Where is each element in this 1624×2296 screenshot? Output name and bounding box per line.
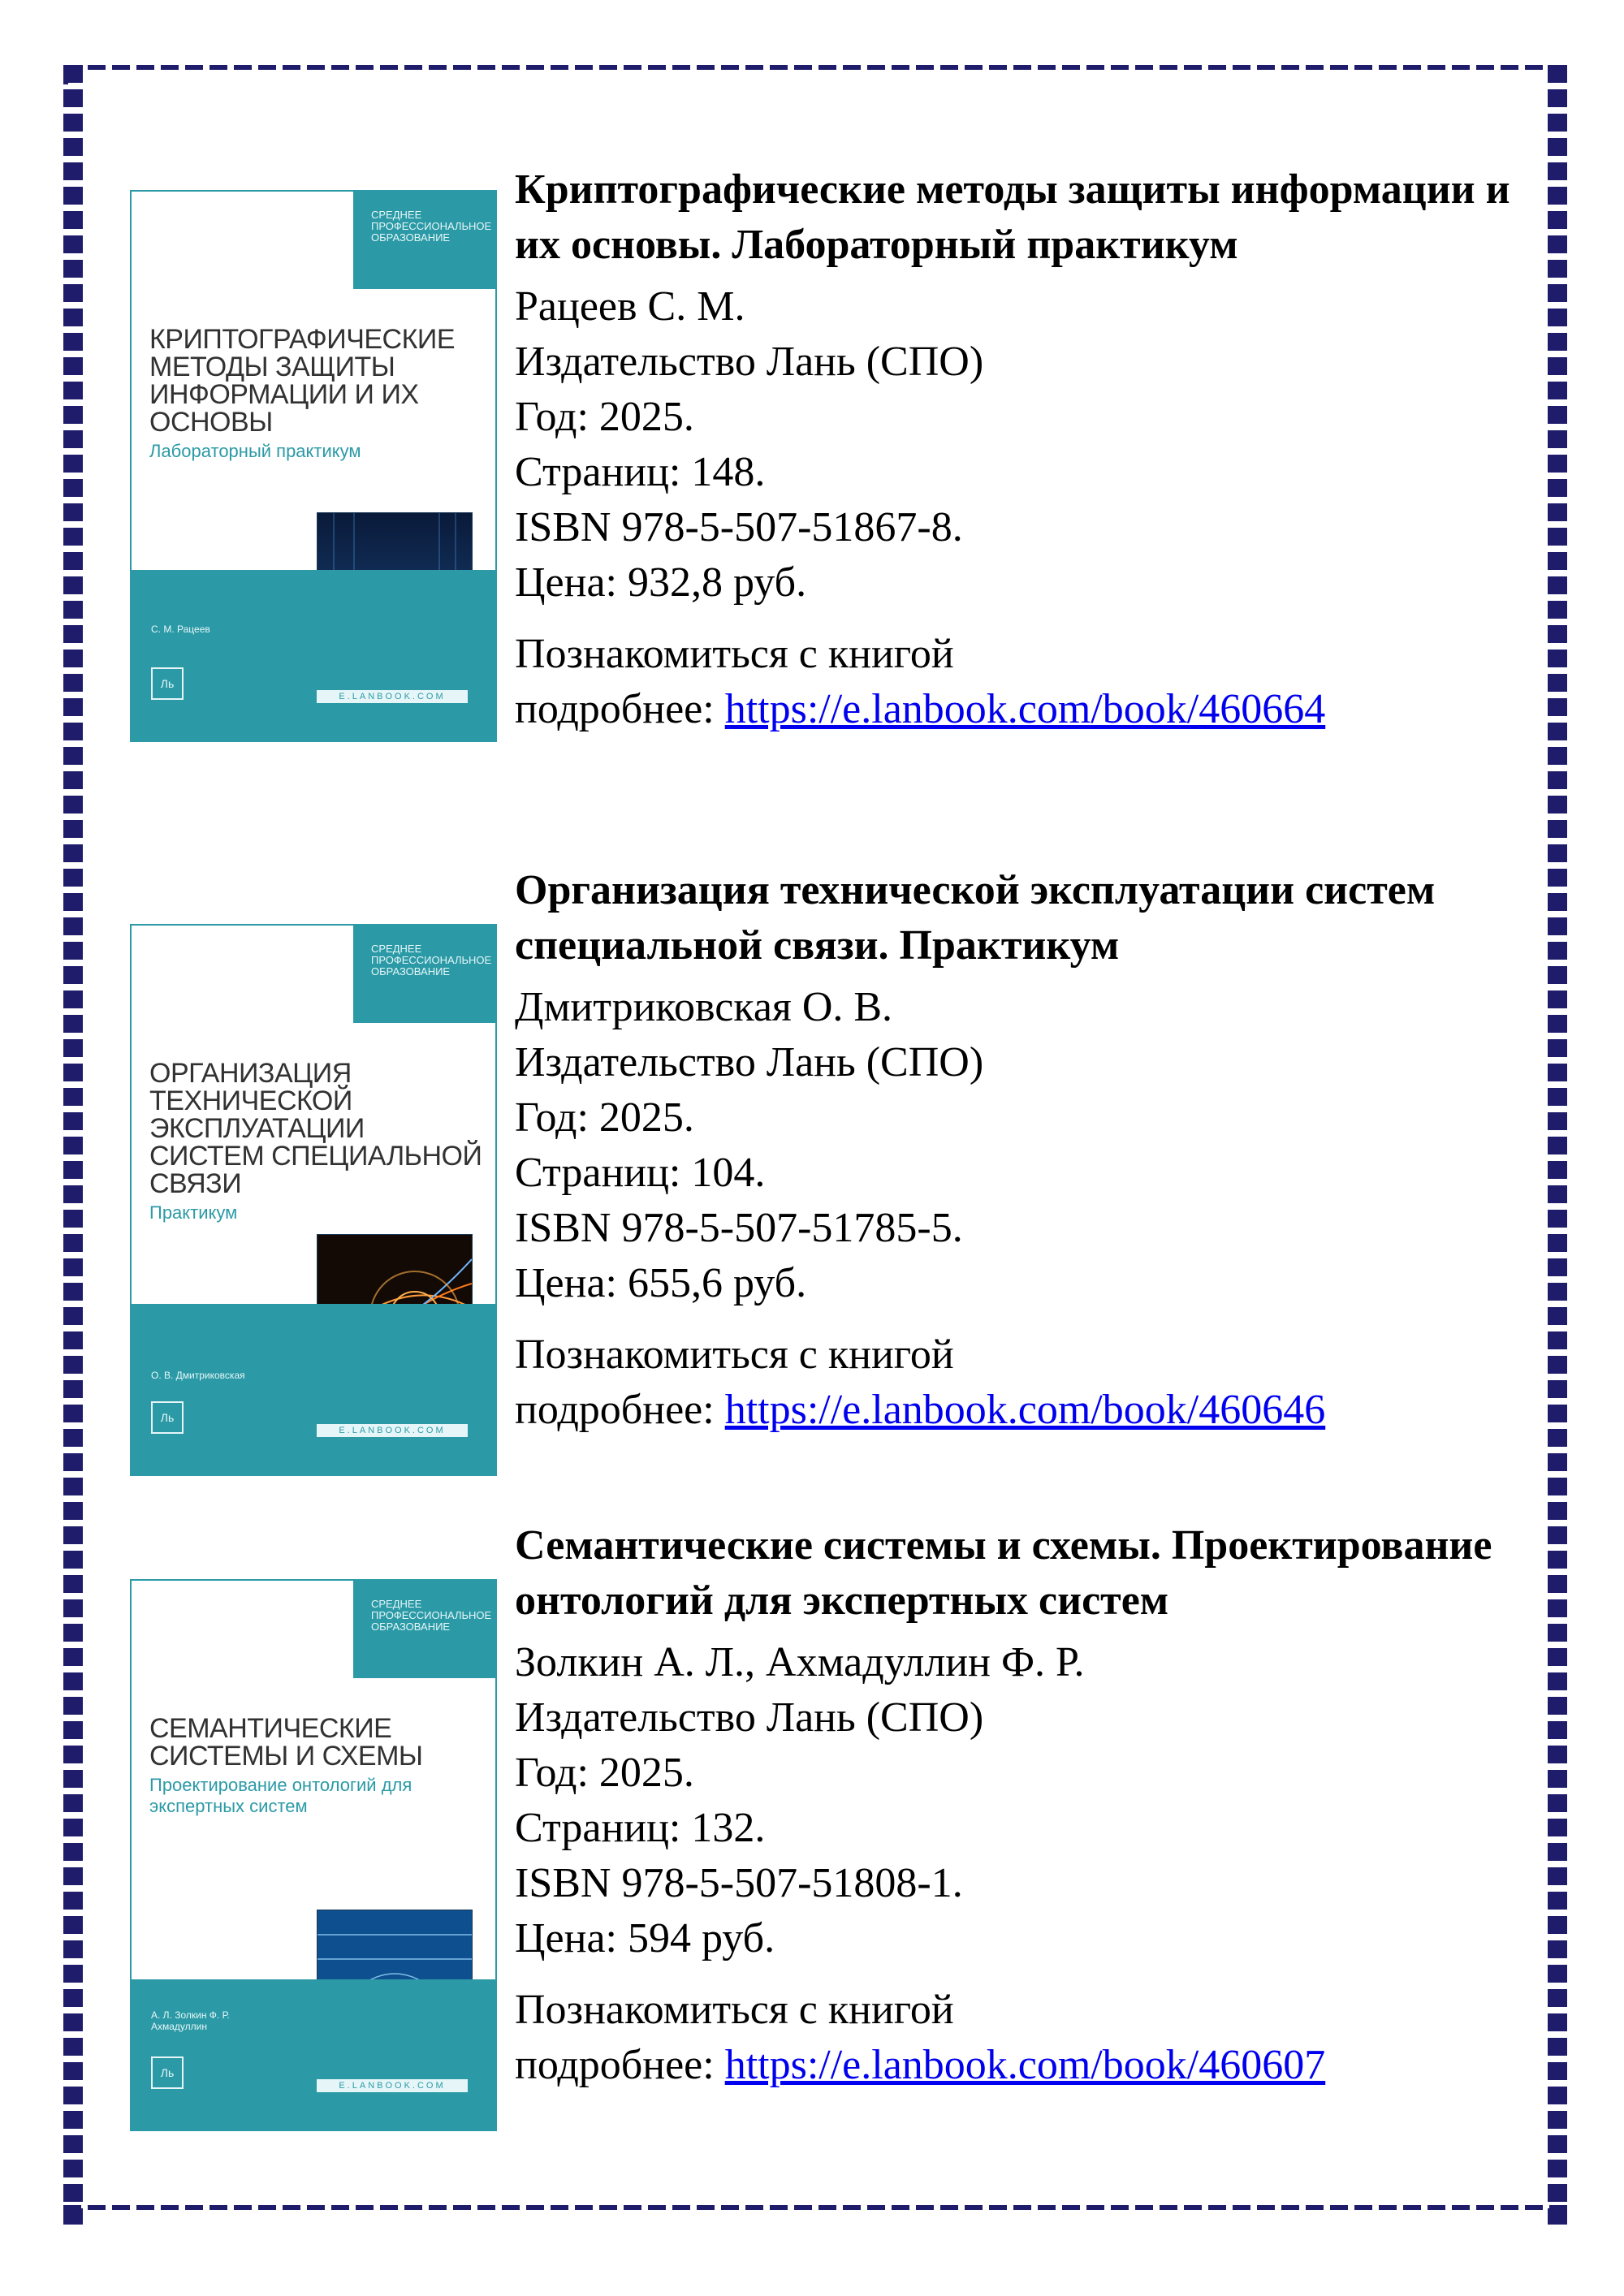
more-prefix: подробнее: (515, 686, 725, 732)
more-label: Познакомиться с книгой (515, 631, 954, 677)
border-bottom (63, 2205, 1567, 2225)
book-author: Рацеев С. М. (515, 283, 745, 330)
book-year: Год: 2025. (515, 394, 694, 440)
book-info (515, 1518, 1522, 2093)
book-cover (130, 924, 497, 1476)
book-cover (130, 190, 497, 742)
more-prefix: подробнее: (515, 2042, 725, 2088)
cover-title: СЕМАНТИЧЕСКИЕ СИСТЕМЫ И СХЕМЫ Проектирование онтологий для экспертных систем (149, 1715, 482, 1817)
book-author: Дмитриковская О. В. (515, 984, 893, 1030)
publisher-logo-icon: Ль (151, 667, 184, 700)
border-top (63, 65, 1567, 84)
book-info (515, 863, 1522, 1438)
cover-site: E.LANBOOK.COM (317, 2079, 468, 2092)
cover-site: E.LANBOOK.COM (317, 690, 468, 703)
book-pages: Страниц: 132. (515, 1805, 766, 1851)
book-pages: Страниц: 148. (515, 449, 766, 495)
book-more (515, 627, 1522, 737)
cover-site: E.LANBOOK.COM (317, 1424, 468, 1437)
cover-author: С. М. Рацеев (151, 624, 210, 635)
cover-title: ОРГАНИЗАЦИЯ ТЕХНИЧЕСКОЙ ЭКСПЛУАТАЦИИ СИСТЕМ СПЕЦИАЛЬНОЙ СВЯЗИ Практикум (149, 1058, 482, 1223)
cover-subtitle: Лабораторный практикум (149, 441, 361, 461)
book-price: Цена: 655,6 руб. (515, 1260, 807, 1306)
book-link[interactable]: https://e.lanbook.com/book/460664 (724, 686, 1326, 732)
cover-series-label: СРЕДНЕЕ ПРОФЕССИОНАЛЬНОЕ ОБРАЗОВАНИЕ (353, 1581, 495, 1678)
book-author: Золкин А. Л., Ахмадуллин Ф. Р. (515, 1639, 1085, 1685)
book-meta (515, 980, 1522, 1311)
book-title: Семантические системы и схемы. Проектирование онтологий для экспертных систем (515, 1522, 1492, 1624)
book-isbn: ISBN 978-5-507-51867-8. (515, 504, 963, 550)
book-publisher: Издательство Лань (СПО) (515, 1694, 984, 1741)
book-publisher: Издательство Лань (СПО) (515, 1039, 984, 1085)
more-label: Познакомиться с книгой (515, 1987, 954, 2033)
book-isbn: ISBN 978-5-507-51785-5. (515, 1205, 963, 1251)
book-pages: Страниц: 104. (515, 1150, 766, 1196)
book-year: Год: 2025. (515, 1750, 694, 1796)
cover-subtitle: Проектирование онтологий для экспертных систем (149, 1775, 412, 1816)
cover-series-label: СРЕДНЕЕ ПРОФЕССИОНАЛЬНОЕ ОБРАЗОВАНИЕ (353, 926, 495, 1023)
cover-series-label: СРЕДНЕЕ ПРОФЕССИОНАЛЬНОЕ ОБРАЗОВАНИЕ (353, 192, 495, 289)
cover-author: А. Л. Золкин Ф. Р. Ахмадуллин (151, 2009, 230, 2032)
border-left (63, 65, 83, 2225)
book-publisher: Издательство Лань (СПО) (515, 339, 984, 385)
border-right (1548, 65, 1567, 2225)
book-more (515, 1983, 1522, 2093)
publisher-logo-icon: Ль (151, 1401, 184, 1434)
book-info (515, 162, 1522, 737)
book-price: Цена: 594 руб. (515, 1915, 775, 1962)
cover-band (132, 1304, 495, 1474)
more-prefix: подробнее: (515, 1387, 725, 1433)
book-year: Год: 2025. (515, 1094, 694, 1141)
book-title: Криптографические методы защиты информации и их основы. Лабораторный практикум (515, 166, 1510, 268)
book-isbn: ISBN 978-5-507-51808-1. (515, 1860, 963, 1906)
cover-subtitle: Практикум (149, 1202, 238, 1223)
cover-title: КРИПТОГРАФИЧЕСКИЕ МЕТОДЫ ЗАЩИТЫ ИНФОРМАЦИИ И ИХ ОСНОВЫ Лабораторный практикум (149, 326, 482, 462)
book-cover (130, 1579, 497, 2131)
more-label: Познакомиться с книгой (515, 1331, 954, 1378)
book-meta (515, 279, 1522, 611)
book-price: Цена: 932,8 руб. (515, 559, 807, 606)
cover-band (132, 1979, 495, 2130)
book-title: Организация технической эксплуатации систем специальной связи. Практикум (515, 867, 1436, 969)
cover-author: О. В. Дмитриковская (151, 1370, 245, 1381)
book-link[interactable]: https://e.lanbook.com/book/460646 (724, 1387, 1326, 1433)
cover-band (132, 570, 495, 740)
book-meta (515, 1635, 1522, 1966)
book-more (515, 1327, 1522, 1438)
publisher-logo-icon: Ль (151, 2056, 184, 2089)
book-link[interactable]: https://e.lanbook.com/book/460607 (724, 2042, 1326, 2088)
